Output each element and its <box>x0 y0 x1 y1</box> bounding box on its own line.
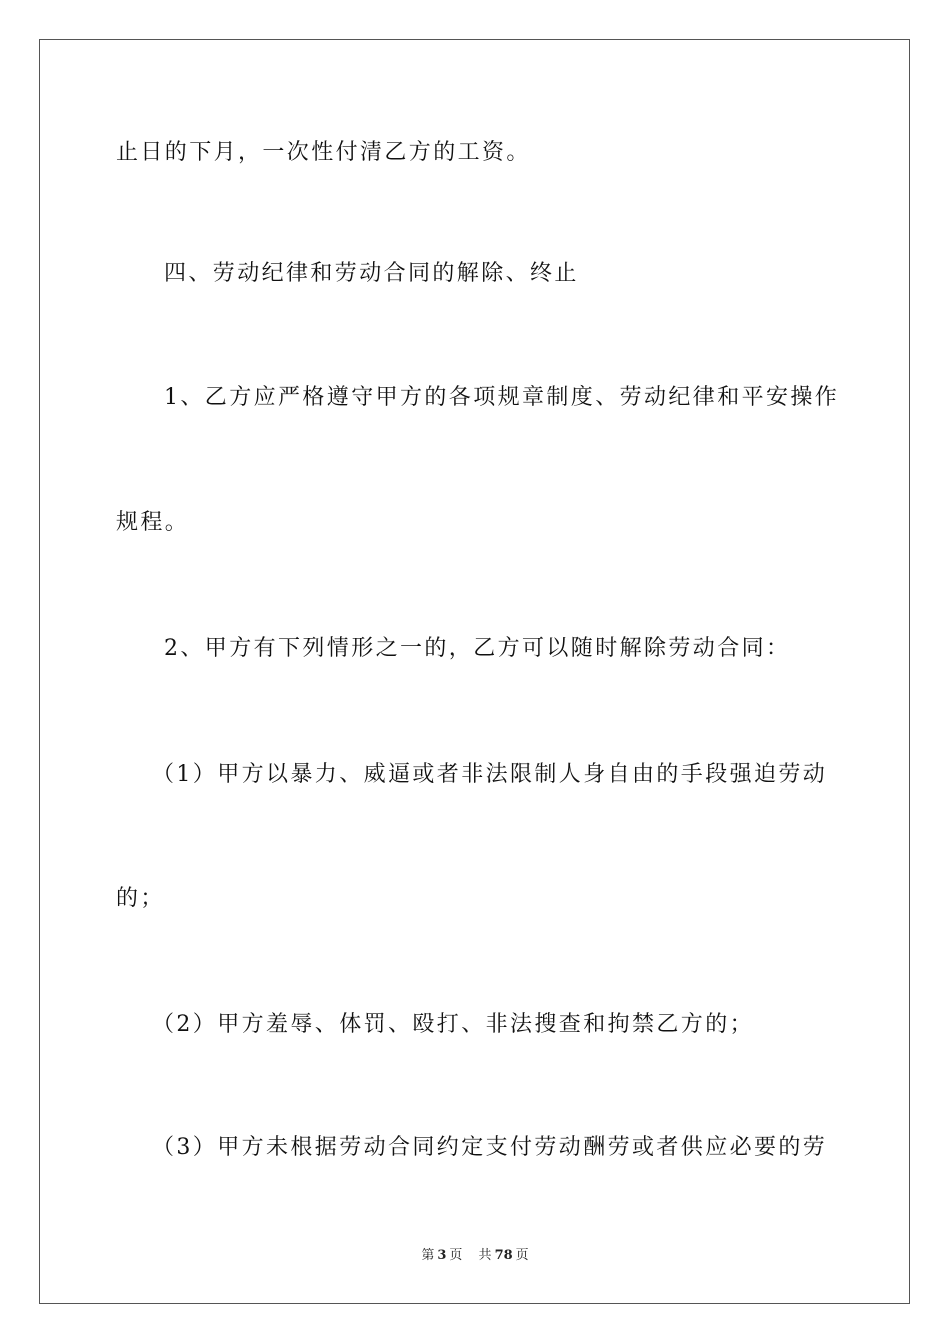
body-text-line: 规程。 <box>116 510 190 535</box>
body-text-line: 的； <box>116 886 165 911</box>
page-border <box>39 39 910 1304</box>
body-text-line: （3）甲方未根据劳动合同约定支付劳动酬劳或者供应必要的劳 <box>152 1135 828 1160</box>
page-footer <box>0 1246 950 1266</box>
total-pages: 78 <box>494 1248 513 1263</box>
page-number: 3 <box>437 1248 447 1263</box>
total-pages-indicator: 共 78 页 <box>478 1248 529 1263</box>
body-text-line: 2、甲方有下列情形之一的，乙方可以随时解除劳动合同： <box>164 636 791 661</box>
body-text-line: （1）甲方以暴力、威逼或者非法限制人身自由的手段强迫劳动 <box>152 762 828 787</box>
page-indicator: 第 3 页 <box>421 1248 463 1263</box>
body-text-line: 止日的下月，一次性付清乙方的工资。 <box>116 140 531 165</box>
body-text-line: 1、乙方应严格遵守甲方的各项规章制度、劳动纪律和平安操作 <box>164 385 840 410</box>
section-heading: 四、劳动纪律和劳动合同的解除、终止 <box>164 261 579 286</box>
body-text-line: （2）甲方羞辱、体罚、殴打、非法搜查和拘禁乙方的； <box>152 1012 754 1037</box>
